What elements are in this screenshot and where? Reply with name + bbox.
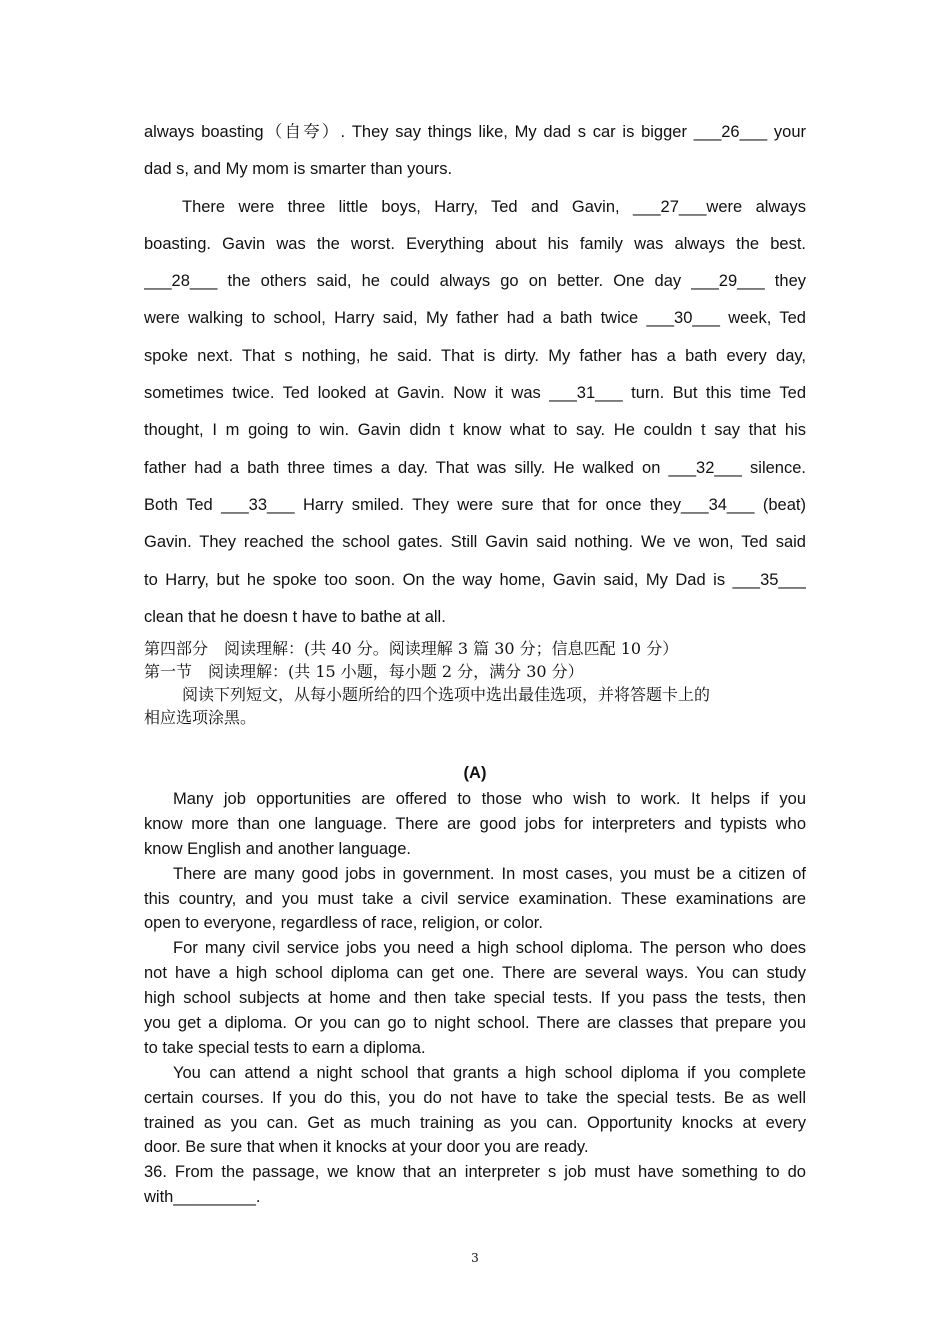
passage-line: certain courses. If you do this, you do not have to take the special tests. Be as well — [144, 1088, 806, 1107]
passage-line: high school subjects at home and then take special tests. If you pass the tests, then — [144, 989, 806, 1008]
reading-section-header — [144, 637, 809, 729]
cloze-line: spoke next. That s nothing, he said. That is dirty. My father has a bath every day, — [144, 346, 806, 365]
cloze-line: thought, I m going to win. Gavin didn t know what to say. He couldn t say that his — [144, 421, 806, 440]
cloze-line: Both Ted ___33___ Harry smiled. They were sure that for once they___34___ (beat) — [144, 495, 806, 514]
cloze-line: There were three little boys, Harry, Ted and Gavin, ___27___were always — [182, 197, 806, 216]
passage-line: trained as you can. Get as much training as you can. Opportunity knocks at every — [144, 1113, 806, 1132]
cloze-line: boasting. Gavin was the worst. Everything about his family was always the best. — [144, 234, 806, 253]
section1-heading: 第一节 阅读理解：(共 15 小题，每小题 2 分，满分 30 分） — [144, 662, 584, 681]
part4-heading: 第四部分 阅读理解：(共 40 分。阅读理解 3 篇 30 分；信息匹配 10 分） — [144, 639, 679, 658]
passage-line: For many civil service jobs you need a high school diploma. The person who does — [173, 939, 806, 958]
question-36-line: 36. From the passage, we know that an interpreter s job must have something to do — [144, 1163, 806, 1182]
cloze-line: ___28___ the others said, he could always go on better. One day ___29___ they — [144, 272, 806, 291]
passage-line: You can attend a night school that grants a high school diploma if you complete — [173, 1063, 806, 1082]
passage-a-title: (A) — [463, 764, 487, 782]
cloze-line: dad s, and My mom is smarter than yours. — [144, 160, 453, 179]
passage-line: not have a high school diploma can get one. There are several ways. You can study — [144, 964, 806, 983]
cloze-line: always boasting（自夸）. They say things like, My dad s car is bigger ___26___ your — [144, 123, 806, 141]
instructions-line: 相应选项涂黑。 — [144, 708, 257, 727]
instructions-line: 阅读下列短文，从每小题所给的四个选项中选出最佳选项，并将答题卡上的 — [182, 685, 711, 704]
question-36-line: with_________. — [144, 1188, 261, 1207]
cloze-passage — [144, 114, 806, 636]
page-number: 3 — [471, 1251, 479, 1265]
passage-line: this country, and you must take a civil service examination. These examinations are — [144, 889, 806, 908]
cloze-line: Gavin. They reached the school gates. Still Gavin said nothing. We ve won, Ted said — [144, 533, 806, 552]
passage-a — [144, 787, 806, 1210]
passage-line: know English and another language. — [144, 839, 411, 858]
passage-line: There are many good jobs in government. In most cases, you must be a citizen of — [173, 864, 806, 883]
cloze-line: father had a bath three times a day. That was silly. He walked on ___32___ silence. — [144, 458, 806, 477]
passage-line: open to everyone, regardless of race, religion, or color. — [144, 914, 543, 933]
passage-line: door. Be sure that when it knocks at your door you are ready. — [144, 1138, 589, 1157]
cloze-line: sometimes twice. Ted looked at Gavin. Now it was ___31___ turn. But this time Ted — [144, 384, 806, 403]
passage-line: know more than one language. There are good jobs for interpreters and typists who — [144, 814, 806, 833]
passage-line: Many job opportunities are offered to those who wish to work. It helps if you — [173, 790, 806, 808]
cloze-line: were walking to school, Harry said, My father had a bath twice ___30___ week, Ted — [144, 309, 806, 328]
passage-line: to take special tests to earn a diploma. — [144, 1038, 426, 1057]
cloze-line: to Harry, but he spoke too soon. On the way home, Gavin said, My Dad is ___35___ — [144, 570, 806, 589]
passage-line: you get a diploma. Or you can go to night school. There are classes that prepare you — [144, 1014, 806, 1033]
cloze-line: clean that he doesn t have to bathe at all. — [144, 607, 446, 626]
